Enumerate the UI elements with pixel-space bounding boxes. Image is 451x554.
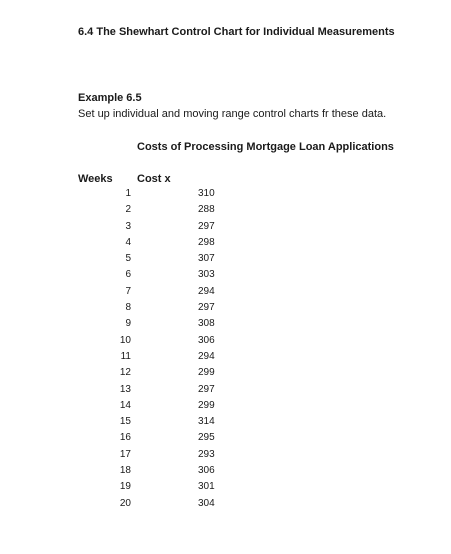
week-cell: 5 bbox=[125, 253, 131, 265]
data-table bbox=[0, 188, 451, 514]
week-cell: 18 bbox=[119, 465, 131, 477]
example-text: Set up individual and moving range control charts fr these data. bbox=[78, 108, 387, 120]
table-row bbox=[0, 465, 451, 481]
table-row bbox=[0, 318, 451, 334]
week-cell: 8 bbox=[125, 302, 131, 314]
cost-cell: 294 bbox=[198, 285, 215, 297]
table-row bbox=[0, 302, 451, 318]
table-row bbox=[0, 498, 451, 514]
table-row bbox=[0, 400, 451, 416]
cost-cell: 299 bbox=[198, 399, 215, 411]
section-title: 6.4 The Shewhart Control Chart for Individual Measurements bbox=[78, 26, 395, 38]
week-cell: 14 bbox=[119, 399, 131, 411]
table-row bbox=[0, 481, 451, 497]
table-row bbox=[0, 432, 451, 448]
table-row bbox=[0, 351, 451, 367]
table-row bbox=[0, 367, 451, 383]
cost-cell: 306 bbox=[198, 465, 215, 477]
table-title: Costs of Processing Mortgage Loan Applications bbox=[137, 141, 394, 153]
column-header-cost: Cost x bbox=[137, 173, 171, 185]
cost-cell: 304 bbox=[198, 497, 215, 509]
table-row bbox=[0, 253, 451, 269]
table-row bbox=[0, 335, 451, 351]
table-row bbox=[0, 237, 451, 253]
week-cell: 7 bbox=[125, 285, 131, 297]
table-row bbox=[0, 449, 451, 465]
table-row bbox=[0, 286, 451, 302]
table-row bbox=[0, 204, 451, 220]
table-row bbox=[0, 269, 451, 285]
table-row bbox=[0, 188, 451, 204]
table-row bbox=[0, 384, 451, 400]
cost-cell: 288 bbox=[198, 204, 215, 216]
cost-cell: 307 bbox=[198, 253, 215, 265]
week-cell: 2 bbox=[125, 204, 131, 216]
week-cell: 9 bbox=[125, 318, 131, 330]
week-cell: 15 bbox=[119, 416, 131, 428]
table-row bbox=[0, 221, 451, 237]
cost-cell: 301 bbox=[198, 481, 215, 493]
cost-cell: 303 bbox=[198, 269, 215, 281]
week-cell: 6 bbox=[125, 269, 131, 281]
cost-cell: 293 bbox=[198, 448, 215, 460]
cost-cell: 295 bbox=[198, 432, 215, 444]
cost-cell: 299 bbox=[198, 367, 215, 379]
cost-cell: 294 bbox=[198, 350, 215, 362]
week-cell: 13 bbox=[119, 383, 131, 395]
week-cell: 17 bbox=[119, 448, 131, 460]
table-row bbox=[0, 416, 451, 432]
week-cell: 3 bbox=[125, 220, 131, 232]
week-cell: 20 bbox=[119, 497, 131, 509]
week-cell: 19 bbox=[119, 481, 131, 493]
week-cell: 12 bbox=[119, 367, 131, 379]
cost-cell: 297 bbox=[198, 383, 215, 395]
cost-cell: 297 bbox=[198, 302, 215, 314]
cost-cell: 308 bbox=[198, 318, 215, 330]
cost-cell: 306 bbox=[198, 334, 215, 346]
cost-cell: 310 bbox=[198, 188, 215, 199]
week-cell: 4 bbox=[125, 236, 131, 248]
cost-cell: 314 bbox=[198, 416, 215, 428]
week-cell: 10 bbox=[119, 334, 131, 346]
cost-cell: 298 bbox=[198, 236, 215, 248]
column-header-weeks: Weeks bbox=[78, 173, 113, 185]
week-cell: 11 bbox=[120, 350, 131, 362]
cost-cell: 297 bbox=[198, 220, 215, 232]
week-cell: 1 bbox=[125, 188, 131, 199]
week-cell: 16 bbox=[119, 432, 131, 444]
example-title: Example 6.5 bbox=[78, 92, 142, 104]
